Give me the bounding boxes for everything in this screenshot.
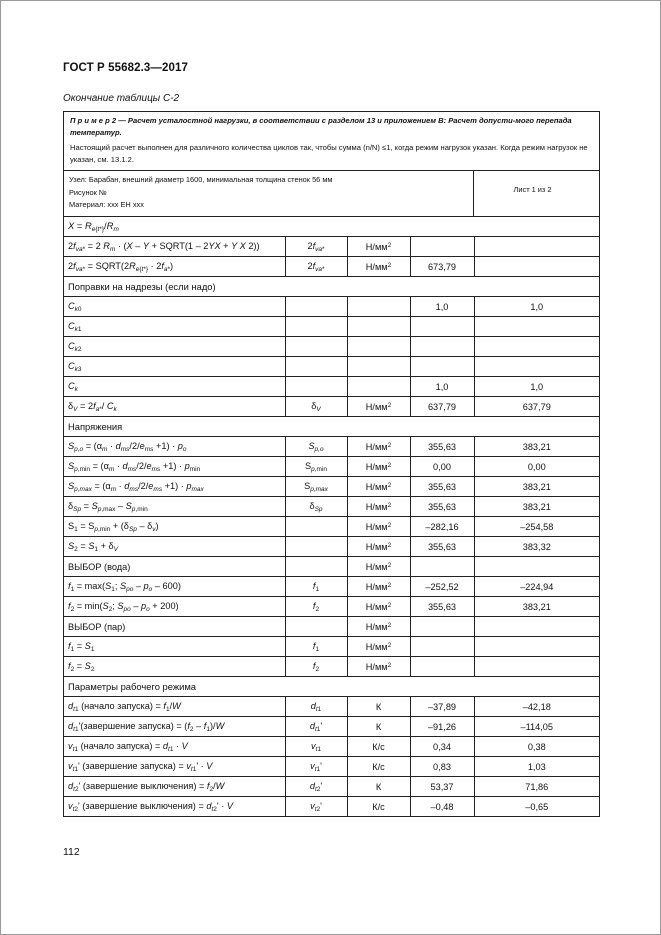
unit-cell: $Н/мм^2$ <box>347 457 410 477</box>
section-heading: $X = R_{e\{t*\}}/R_m$ <box>64 217 599 237</box>
value-cell <box>410 617 474 637</box>
page-number: 112 <box>63 846 80 858</box>
unit-cell: К/с <box>347 797 410 817</box>
symbol-cell: $f_1$ <box>285 637 347 657</box>
table-row <box>64 577 599 597</box>
formula-cell: $\delta_{Sp} = S_{p,max} - S_{p,min}$ <box>64 497 285 517</box>
value-cell: 71,86 <box>474 777 599 797</box>
formula-cell: $C_{k0}$ <box>64 297 285 317</box>
formula-cell: $\delta_V = 2f_{a*}/$ $C_k$ <box>64 397 285 417</box>
value-cell <box>474 237 599 257</box>
symbol-cell: $f_2$ <box>285 657 347 677</box>
value-cell <box>474 317 599 337</box>
symbol-cell: $v_{t1}$ <box>285 737 347 757</box>
table-row <box>64 457 599 477</box>
formula-cell: $S_{p,min} = (\alpha_m \cdot d_{ms}/2/e_{ms} +1) \cdot p_{min}$ <box>64 457 285 477</box>
symbol-cell <box>285 357 347 377</box>
table-row <box>64 757 599 777</box>
table-row <box>64 257 599 277</box>
value-cell <box>474 257 599 277</box>
formula-cell: $C_{k2}$ <box>64 337 285 357</box>
value-cell: 355,63 <box>410 597 474 617</box>
symbol-cell <box>285 317 347 337</box>
value-cell <box>410 237 474 257</box>
value-cell: –42,18 <box>474 697 599 717</box>
symbol-cell: $d_{t1}'$ <box>285 717 347 737</box>
table-row <box>64 677 599 697</box>
symbol-cell: $f_1$ <box>285 577 347 597</box>
symbol-cell: $2f_{va*}$ <box>285 237 347 257</box>
value-cell: 1,0 <box>474 377 599 397</box>
formula-cell: $f_2 = S_2$ <box>64 657 285 677</box>
sheet-number: Лист 1 из 2 <box>513 185 552 194</box>
table-row <box>64 277 599 297</box>
value-cell: –282,16 <box>410 517 474 537</box>
value-cell <box>474 337 599 357</box>
value-cell: 637,79 <box>474 397 599 417</box>
table-row <box>64 597 599 617</box>
formula-cell: $f_1 = S_1$ <box>64 637 285 657</box>
symbol-cell <box>285 557 347 577</box>
symbol-cell: $S_{p,o}$ <box>285 437 347 457</box>
value-cell: 383,21 <box>474 597 599 617</box>
symbol-cell: $S_{p,max}$ <box>285 477 347 497</box>
section-heading: Параметры рабочего режима <box>64 677 599 697</box>
standard-header: ГОСТ Р 55682.3—2017 <box>63 62 188 74</box>
value-cell <box>474 657 599 677</box>
symbol-cell <box>285 297 347 317</box>
symbol-cell: $S_{p,min}$ <box>285 457 347 477</box>
section-heading: Поправки на надрезы (если надо) <box>64 277 599 297</box>
value-cell: –252,52 <box>410 577 474 597</box>
table-row <box>64 737 599 757</box>
value-cell <box>474 557 599 577</box>
unit-cell: К/с <box>347 737 410 757</box>
table-row <box>64 377 599 397</box>
formula-cell: $v_{t2}'$ (завершение выключения) = $d_{t2}' \cdot V$ <box>64 797 285 817</box>
table-row <box>64 497 599 517</box>
table-row <box>64 357 599 377</box>
value-cell <box>410 337 474 357</box>
unit-cell: $Н/мм^2$ <box>347 517 410 537</box>
value-cell: 355,63 <box>410 537 474 557</box>
value-cell: 0,83 <box>410 757 474 777</box>
table-row <box>64 557 599 577</box>
table-caption: Окончание таблицы С-2 <box>63 93 180 104</box>
formula-cell: ВЫБОР (вода) <box>64 557 285 577</box>
symbol-cell <box>285 617 347 637</box>
formula-cell: $C_k$ <box>64 377 285 397</box>
unit-cell: К <box>347 717 410 737</box>
formula-cell: $2f_{va*} = 2$ $R_m \cdot (X - Y$ + SQRT(1 – 2YX + Y X 2)) <box>64 237 285 257</box>
value-cell <box>474 637 599 657</box>
table-row <box>64 237 599 257</box>
table-row <box>64 517 599 537</box>
value-cell <box>410 357 474 377</box>
unit-cell: $Н/мм^2$ <box>347 257 410 277</box>
figure-number: Рисунок № <box>69 187 107 197</box>
value-cell <box>410 637 474 657</box>
unit-cell: $Н/мм^2$ <box>347 557 410 577</box>
value-cell: –0,48 <box>410 797 474 817</box>
example-note: Настоящий расчет выполнен для различного количества циклов так, чтобы сумма (n/N) ≤1, когда режим нагрузок указан. Когда режим нагрузок не указан, см. 13.1.2. <box>70 143 588 164</box>
value-cell: –91,26 <box>410 717 474 737</box>
unit-cell: $Н/мм^2$ <box>347 437 410 457</box>
value-cell: –37,89 <box>410 697 474 717</box>
table-row <box>64 317 599 337</box>
node-info-block <box>64 171 599 217</box>
material: Материал: xxx EH xxx <box>69 200 144 209</box>
calculation-table <box>64 217 599 816</box>
table-row <box>64 217 599 237</box>
value-cell <box>474 617 599 637</box>
value-cell <box>410 557 474 577</box>
unit-cell: $Н/мм^2$ <box>347 397 410 417</box>
example-block <box>64 112 599 171</box>
table-row <box>64 657 599 677</box>
table-row <box>64 417 599 437</box>
unit-cell: $Н/мм^2$ <box>347 577 410 597</box>
value-cell: 383,21 <box>474 477 599 497</box>
unit-cell: $Н/мм^2$ <box>347 237 410 257</box>
formula-cell: ВЫБОР (пар) <box>64 617 285 637</box>
unit-cell: К/с <box>347 757 410 777</box>
formula-cell: $C_{k1}$ <box>64 317 285 337</box>
symbol-cell: $\delta_{Sp}$ <box>285 497 347 517</box>
value-cell: 383,21 <box>474 497 599 517</box>
node-description: Узел: Барабан, внешний диаметр 1600, минимальная толщина стенок 56 мм <box>69 175 333 184</box>
table-row <box>64 477 599 497</box>
symbol-cell <box>285 537 347 557</box>
unit-cell: $Н/мм^2$ <box>347 617 410 637</box>
table-row <box>64 397 599 417</box>
value-cell: 0,00 <box>474 457 599 477</box>
calculation-table-frame <box>63 111 600 817</box>
value-cell: 383,21 <box>474 437 599 457</box>
formula-cell: $S_{p,o} = (\alpha_m \cdot d_{ms}/2/e_{ms} +1) \cdot p_o$ <box>64 437 285 457</box>
symbol-cell: $d_{t2}'$ <box>285 777 347 797</box>
formula-cell: $v_{t1}'$ (завершение запуска) = $v_{t1}' \cdot V$ <box>64 757 285 777</box>
formula-cell: $S_2 = S_1 + \delta_V$ <box>64 537 285 557</box>
value-cell: –114,05 <box>474 717 599 737</box>
formula-cell: $f_2 = \min(S_2$; $S_{po} - p_o + 200$) <box>64 597 285 617</box>
unit-cell: $Н/мм^2$ <box>347 477 410 497</box>
node-info <box>64 171 474 216</box>
unit-cell <box>347 317 410 337</box>
value-cell: 383,32 <box>474 537 599 557</box>
formula-cell: $S_1 = S_{p,min} + (\delta_{Sp} - \delta_v)$ <box>64 517 285 537</box>
symbol-cell <box>285 517 347 537</box>
symbol-cell <box>285 337 347 357</box>
unit-cell: К <box>347 697 410 717</box>
value-cell: –0,65 <box>474 797 599 817</box>
unit-cell <box>347 377 410 397</box>
formula-cell: $d_{t1}'(завершение$ запуска) = $(f_2 - f_1)/W$ <box>64 717 285 737</box>
value-cell <box>410 317 474 337</box>
table-row <box>64 617 599 637</box>
value-cell: –224,94 <box>474 577 599 597</box>
unit-cell: $Н/мм^2$ <box>347 657 410 677</box>
table-row <box>64 797 599 817</box>
unit-cell: К <box>347 777 410 797</box>
value-cell: 673,79 <box>410 257 474 277</box>
value-cell: 637,79 <box>410 397 474 417</box>
formula-cell: $f_1 = \max(S_1$; $S_{po} - p_o - 600$) <box>64 577 285 597</box>
value-cell: 1,0 <box>410 377 474 397</box>
table-row <box>64 637 599 657</box>
symbol-cell: $f_2$ <box>285 597 347 617</box>
value-cell <box>410 657 474 677</box>
value-cell: 355,63 <box>410 497 474 517</box>
symbol-cell: $\delta_V$ <box>285 397 347 417</box>
value-cell: 0,34 <box>410 737 474 757</box>
value-cell: 1,03 <box>474 757 599 777</box>
formula-cell: $2f_{va*}$ = $SQRT(2R_{e\{t*\}} \cdot 2f_{a*})$ <box>64 257 285 277</box>
table-row <box>64 717 599 737</box>
example-title: П р и м е р 2 — Расчет усталостной нагрузки, в соответствии с разделом 13 и приложением В: Расчет допусти-мого перепада температур. <box>70 116 572 137</box>
symbol-cell: $v_{t1}'$ <box>285 757 347 777</box>
formula-cell: $v_{t1}$ (начало запуска) = $d_{t1} \cdot V$ <box>64 737 285 757</box>
value-cell: 53,37 <box>410 777 474 797</box>
unit-cell: $Н/мм^2$ <box>347 537 410 557</box>
value-cell <box>474 357 599 377</box>
calculation-table-body <box>64 217 599 816</box>
table-row <box>64 337 599 357</box>
value-cell: 355,63 <box>410 437 474 457</box>
unit-cell <box>347 337 410 357</box>
unit-cell: $Н/мм^2$ <box>347 597 410 617</box>
value-cell: –254,58 <box>474 517 599 537</box>
section-heading: Напряжения <box>64 417 599 437</box>
table-row <box>64 777 599 797</box>
formula-cell: $d_{t1}$ (начало запуска) = $f_1/W$ <box>64 697 285 717</box>
formula-cell: $C_{k3}$ <box>64 357 285 377</box>
symbol-cell: $d_{t1}$ <box>285 697 347 717</box>
value-cell: 355,63 <box>410 477 474 497</box>
formula-cell: $S_{p,max} = (\alpha_m \cdot d_{ms}/2/e_{ms} +1) \cdot p_{max}$ <box>64 477 285 497</box>
symbol-cell: $2f_{va*}$ <box>285 257 347 277</box>
value-cell: 1,0 <box>410 297 474 317</box>
unit-cell: $Н/мм^2$ <box>347 637 410 657</box>
table-row <box>64 537 599 557</box>
table-row <box>64 297 599 317</box>
table-row <box>64 697 599 717</box>
symbol-cell: $v_{t2}'$ <box>285 797 347 817</box>
unit-cell <box>347 297 410 317</box>
value-cell: 0,00 <box>410 457 474 477</box>
unit-cell <box>347 357 410 377</box>
formula-cell: $d_{t2}'$ (завершение выключения) = $f_2/W$ <box>64 777 285 797</box>
unit-cell: $Н/мм^2$ <box>347 497 410 517</box>
symbol-cell <box>285 377 347 397</box>
table-row <box>64 437 599 457</box>
value-cell: 1,0 <box>474 297 599 317</box>
value-cell: 0,38 <box>474 737 599 757</box>
